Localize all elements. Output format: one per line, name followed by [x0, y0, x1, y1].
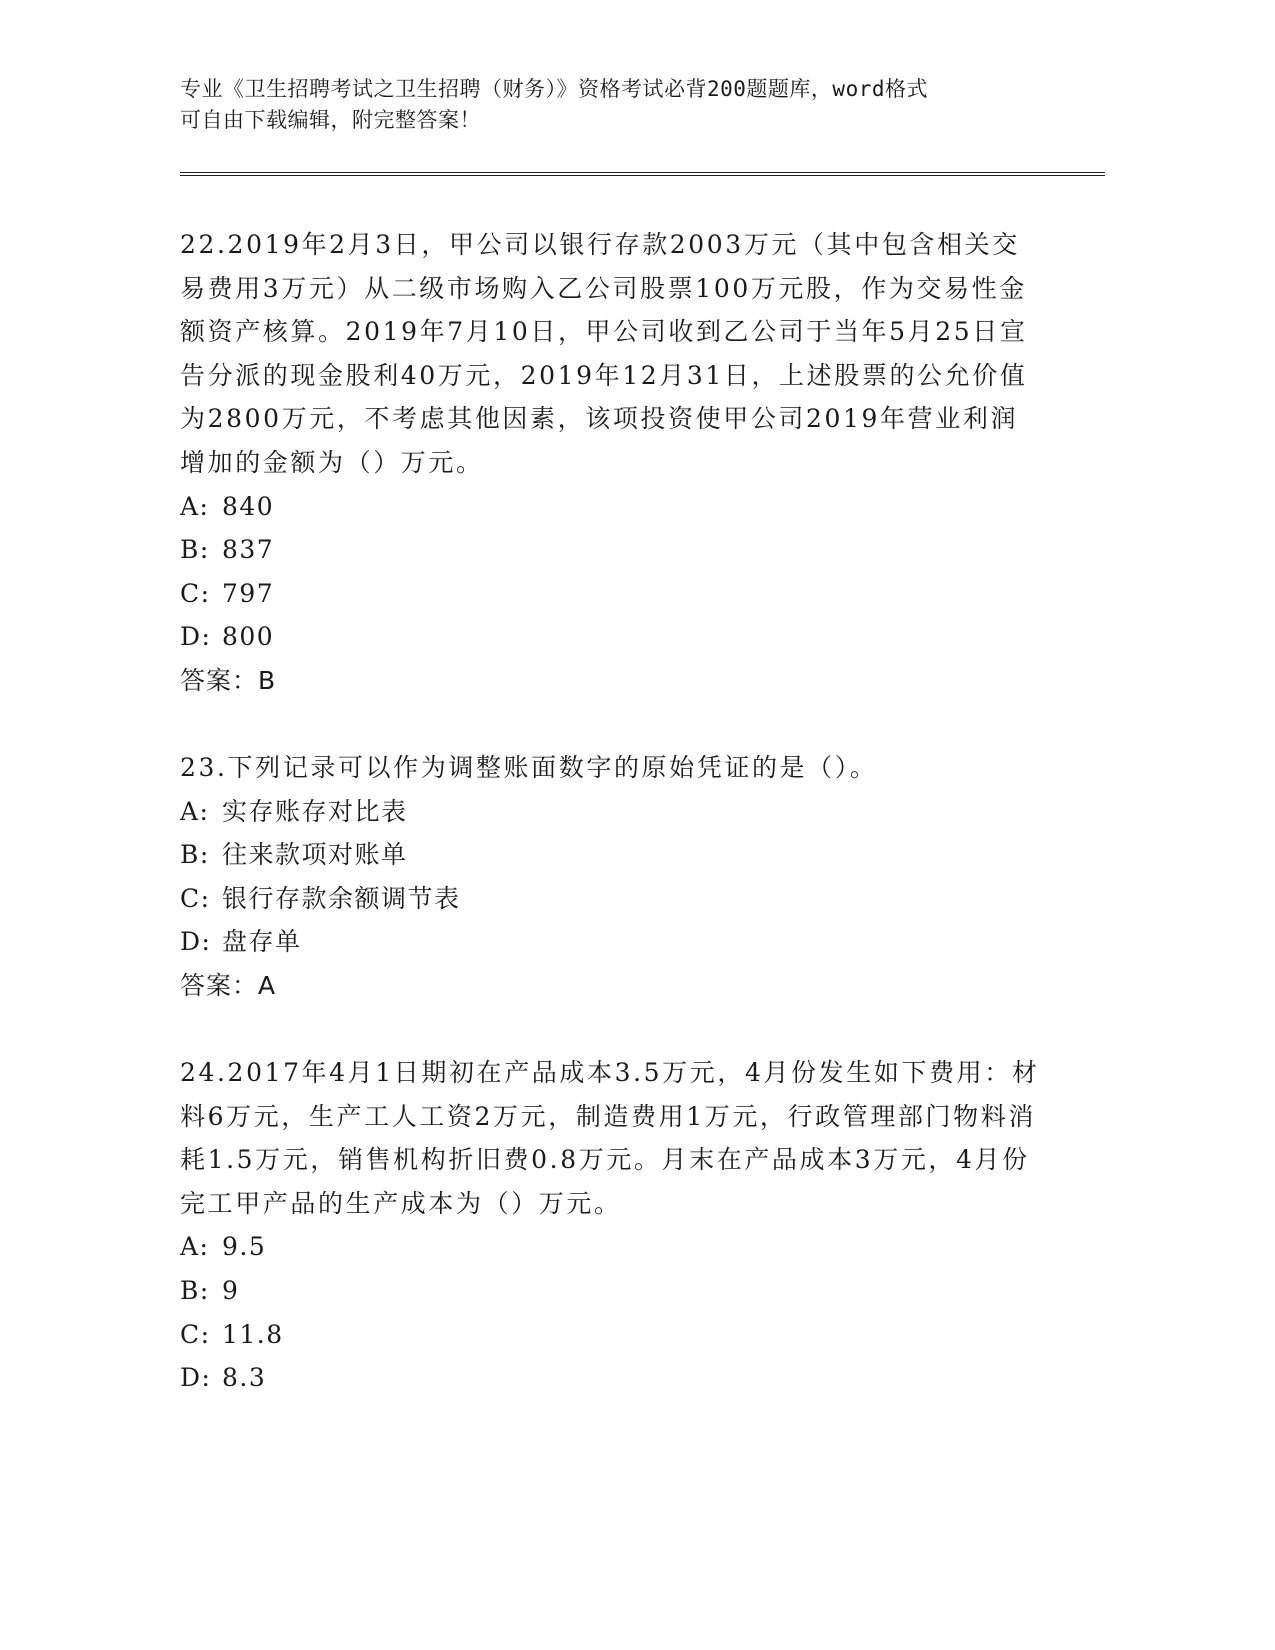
- question-text: 23.下列记录可以作为调整账面数字的原始凭证的是（）。: [180, 753, 878, 782]
- option-a: [180, 1225, 1040, 1269]
- question-text: 22.2019年2月3日，甲公司以银行存款2003万元（其中包含相关交易费用3万元）从二级市场购入乙公司股票100万元股，作为交易性金额资产核算。2019年7月10日，甲公司收到乙公司于当年5月25日宣告分派的现金股利40万元，2019年12月31日，上述股票的公允价值为2800万元，不考虑其他因素，该项投资使甲公司2019年营业利润增加的金额为（）万元。: [180, 230, 1028, 477]
- answer-label: 答案：A: [180, 970, 277, 1000]
- header-line-1: 专业《卫生招聘考试之卫生招聘（财务）》资格考试必背200题题库，word格式: [180, 77, 928, 101]
- option-letter: D:: [180, 927, 212, 957]
- option-letter: B:: [180, 840, 210, 870]
- option-letter: A:: [180, 1232, 210, 1262]
- option-text: 9: [222, 1275, 240, 1305]
- header-divider: [180, 172, 1105, 176]
- option-letter: C:: [180, 883, 211, 913]
- option-text: 800: [222, 622, 275, 652]
- option-text: 8.3: [222, 1363, 267, 1393]
- question-24: [180, 1051, 1040, 1400]
- option-letter: B:: [180, 1275, 210, 1305]
- header-line-2: 可自由下载编辑，附完整答案！: [180, 108, 481, 132]
- option-c: [180, 1313, 1040, 1357]
- option-c: [180, 572, 1040, 616]
- option-letter: A:: [180, 491, 210, 521]
- option-text: 11.8: [222, 1319, 284, 1349]
- option-letter: C:: [180, 578, 211, 608]
- option-b: [180, 1269, 1040, 1313]
- option-letter: D:: [180, 1363, 212, 1393]
- question-22: [180, 223, 1040, 703]
- option-text: 9.5: [222, 1232, 267, 1262]
- option-text: 银行存款余额调节表: [222, 883, 461, 913]
- option-a: [180, 790, 1040, 834]
- answer-label: 答案：B: [180, 665, 277, 695]
- question-23: [180, 746, 1040, 1008]
- option-b: [180, 528, 1040, 572]
- option-letter: A:: [180, 796, 210, 826]
- option-a: [180, 485, 1040, 529]
- option-d: [180, 1356, 1040, 1400]
- option-text: 盘存单: [222, 927, 302, 957]
- option-letter: D:: [180, 622, 212, 652]
- document-header: [180, 74, 1040, 136]
- question-text: 24.2017年4月1日期初在产品成本3.5万元，4月份发生如下费用：材料6万元，生产工人工资2万元，制造费用1万元，行政管理部门物料消耗1.5万元，销售机构折旧费0.8万元。月末在产品成本3万元，4月份完工甲产品的生产成本为（）万元。: [180, 1058, 1040, 1218]
- option-c: [180, 877, 1040, 921]
- option-letter: B:: [180, 535, 210, 565]
- option-text: 往来款项对账单: [222, 840, 408, 870]
- option-text: 797: [222, 578, 275, 608]
- option-letter: C:: [180, 1319, 211, 1349]
- option-text: 840: [222, 491, 275, 521]
- option-d: [180, 920, 1040, 964]
- option-d: [180, 615, 1040, 659]
- option-b: [180, 833, 1040, 877]
- option-text: 837: [222, 535, 275, 565]
- option-text: 实存账存对比表: [222, 796, 408, 826]
